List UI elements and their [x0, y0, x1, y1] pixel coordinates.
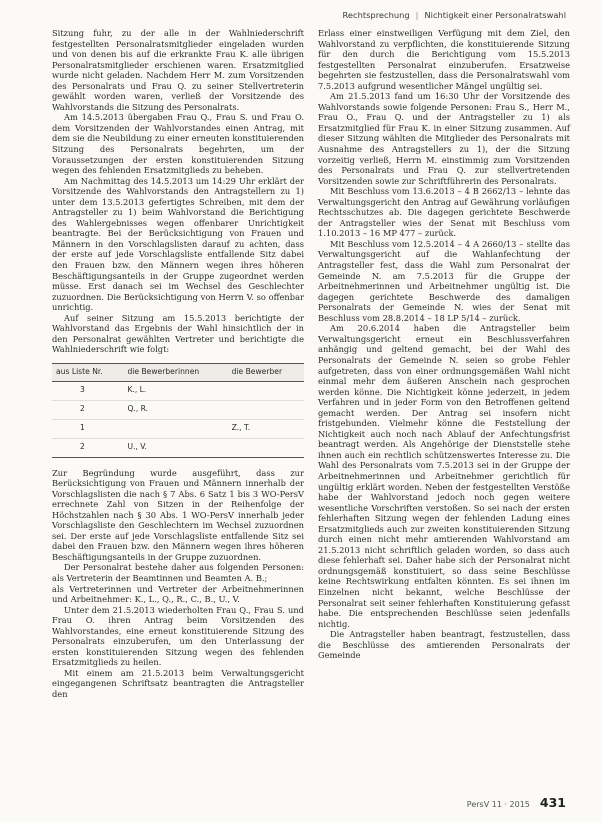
paragraph: als Vertreterinnen und Vertreter der Arbeitnehmerinnen und Arbeitnehmer: K., L., Q., R., C., B., U., V. [52, 583, 304, 605]
table-row [52, 419, 304, 438]
table-cell: U., V. [123, 438, 227, 457]
table-cell [228, 400, 304, 419]
table-cell: 2 [52, 438, 123, 457]
page-footer [467, 795, 566, 810]
table-cell: 1 [52, 419, 123, 438]
table-cell: Q., R. [123, 400, 227, 419]
header-separator: | [415, 10, 419, 20]
table-cell [123, 419, 227, 438]
table-cell [228, 438, 304, 457]
journal-issue: PersV 11 · 2015 [466, 800, 530, 809]
left-column [52, 28, 304, 700]
paragraph: Die Antragsteller haben beantragt, festzustellen, dass die Beschlüsse des amtierenden Personalrats der Gemeinde [318, 629, 570, 661]
table-cell: 3 [52, 381, 123, 400]
paragraph: Mit Beschluss vom 12.5.2014 – 4 A 2660/13 – stellte das Verwaltungsgericht auf die Wahlanfechtung der Antragsteller fest, dass die Wahl zum Personalrat der Gemeinde N. am 7.5.2013 für die Gruppe der Arbeitnehmerinnen und Arbeitnehmer ungültig ist. Die dagegen gerichtete Beschwerde des damaligen Personalrats der Gemeinde N. wies der Senat mit Beschluss vom 28.8.2014 – 18 LP 5/14 – zurück. [318, 238, 570, 323]
paragraph: Unter dem 21.5.2013 wiederholten Frau Q., Frau S. und Frau O. ihren Antrag beim Vorsitzenden des Wahlvorstandes, eine erneut konstituierende Sitzung des Personalrats einzuberufen, um den Unterlassung der ersten konstituierenden Sitzung wegen des fehlenden Ersatzmitglieds zu heilen. [52, 604, 304, 668]
paragraph: Sitzung fuhr, zu der alle in der Wahlniederschrift festgestellten Personalratsmitglieder eingeladen wurden und von denen bis auf die erkrankte Frau K. alle übrigen Personalratsmitglieder erschienen waren. Ersatzmitglied wurde nicht geladen. Nachdem Herr M. zum Vorsitzenden des Personalrats und Frau Q. zu seiner Stellvertreterin gewählt worden waren, verließ der Vorsitzende des Wahlvorstands die Sitzung des Personalrats. [52, 28, 304, 112]
election-result-table [52, 363, 304, 458]
table-header-row [52, 363, 304, 381]
table-cell: Z., T. [228, 419, 304, 438]
table-header-cell: die Bewerber [228, 363, 304, 381]
paragraph: Der Personalrat bestehe daher aus folgenden Personen: als Vertreterin der Beamtinnen und Beamten A. B.; [52, 562, 304, 583]
table-cell: 2 [52, 400, 123, 419]
table-row [52, 438, 304, 457]
table-cell: K., L. [123, 381, 227, 400]
page-number: 431 [539, 795, 566, 810]
table-header-cell: aus Liste Nr. [52, 363, 123, 381]
header-topic: Nichtigkeit einer Personalratswahl [424, 10, 566, 20]
paragraph: Erlass einer einstweiligen Verfügung mit dem Ziel, den Wahlvorstand zu verpflichten, die konstituierende Sitzung für den durch die Berichtigung vom 15.5.2013 festgestellten Personalrat einzuberufen. Ersatzweise begehrten sie festzustellen, dass die Personalratswahl vom 7.5.2013 aufgrund wesentlicher Mängel ungültig sei. [318, 28, 570, 91]
table-row [52, 400, 304, 419]
paragraph: Mit Beschluss vom 13.6.2013 – 4 B 2662/13 – lehnte das Verwaltungsgericht den Antrag auf Gewährung vorläufigen Rechtsschutzes ab. Die dagegen gerichtete Beschwerde der Antragsteller wies der Senat mit Beschluss vom 1.10.2013 – 16 MP 477 – zurück. [318, 186, 570, 239]
table-header-cell: die Bewerberinnen [123, 363, 227, 381]
paragraph: Am 21.5.2013 fand um 16:30 Uhr der Vorsitzende des Wahlvorstands sowie folgende Personen: Frau S., Herr M., Frau O., Frau Q. und der Antragsteller zu 1) als Ersatzmitglied für Frau K. in einer Sitzung zusammen. Auf dieser Sitzung wählten die Mitglieder des Personalrats mit Ausnahme des Antragstellers zu 1), der die Sitzung vorzeitig verließ, Herrn M. einstimmig zum Vorsitzenden des Personalrats und Frau Q. zur stellvertretenden Vorsitzenden sowie zur Schriftführerin des Personalrats. [318, 91, 570, 186]
paragraph: Auf seiner Sitzung am 15.5.2013 berichtigte der Wahlvorstand das Ergebnis der Wahl hinsichtlich der in den Personalrat gewählten Vertreter und berichtigte die Wahlniederschrift wie folgt: [52, 312, 304, 355]
paragraph: Am 14.5.2013 übergaben Frau Q., Frau S. und Frau O. dem Vorsitzenden der Wahlvorstandes einen Antrag, mit dem sie die Neubildung zu einer erneuten konstituierenden Sitzung des Personalrats begehrten, um der Voraussetzungen der ersten konstituierenden Sitzung wegen des fehlenden Ersatzmitglieds zu beheben. [52, 112, 304, 176]
table-cell [228, 381, 304, 400]
right-column [318, 28, 570, 661]
table-row [52, 381, 304, 400]
paragraph: Zur Begründung wurde ausgeführt, dass zur Berücksichtigung von Frauen und Männern innerhalb der Vorschlagslisten die nach § 7 Abs. 6 Satz 1 bis 3 WO-PersV errechnete Zahl von Sitzen in der Reihenfolge der Höchstzahlen nach § 30 Abs. 1 WO-PersV innerhalb jeder Vorschlagsliste den Geschlechtern im Wechsel zuzuordnen sei. Der erste auf jede Vorschlagsliste entfallende Sitz sei dabei den Frauen bzw. den Männern wegen ihres höheren Beschäftigungsanteils in der Gruppe zuzuordnen. [52, 467, 304, 562]
running-header [343, 10, 566, 20]
header-section: Rechtsprechung [342, 10, 410, 20]
paragraph: Am 20.6.2014 haben die Antragsteller beim Verwaltungsgericht erneut ein Beschlussverfahren anhängig und geltend gemacht, bei der Wahl des Personalrats der Gemeinde N. seien so grobe Fehler aufgetreten, dass von einer ordnungsgemäßen Wahl nicht einmal mehr dem äußeren Anschein nach gesprochen werden könne. Die Nichtigkeit könne jederzeit, in jedem Verfahren und in jeder Form von den Betroffenen geltend gemacht werden. Der Antrag sei insofern nicht fristgebunden. Vielmehr könne die Feststellung der Nichtigkeit auch noch nach Ablauf der Anfechtungsfrist beantragt werden. Als Angehörige der Dienststelle stehe ihnen auch ein rechtlich schützenswertes Interesse zu. Die Wahl des Personalrats vom 7.5.2013 sei in der Gruppe der Arbeitnehmerinnen und Arbeitnehmer gerichtlich für ungültig erklärt worden. Neben der festgestellten Verstöße habe der Wahlvorstand jedoch noch gegen weitere wesentliche Vorschriften verstoßen. So sei nach der ersten fehlerhaften Sitzung wegen der fehlenden Ladung eines Ersatzmitglieds auch zur zweiten konstituierenden Sitzung durch einen nicht mehr amtierenden Wahlvorstand am 21.5.2013 nicht schriftlich geladen worden, so dass auch diese fehlerhaft sei. Daher habe sich der Personalrat nicht ordnungsgemäß konstituiert, so dass seine Beschlüsse keine Rechtswirkung entfalten könnten. Es sei ihnen im Einzelnen nicht bekannt, welche Beschlüsse der Personalrat seit seiner fehlerhaften Konstituierung gefasst habe. Die entsprechenden Beschlüsse seien jedenfalls nichtig. [318, 323, 570, 629]
paragraph: Am Nachmittag des 14.5.2013 um 14:29 Uhr erklärt der Vorsitzende des Wahlvorstands den Antragstellern zu 1) unter dem 13.5.2013 gefertigtes Schreiben, mit dem der Antragsteller zu 1) beim Wahlvorstand die Berichtigung des Wahlergebnisses wegen offenbarer Unrichtigkeit beantragte. Bei der Berücksichtigung von Frauen und Männern in den Vorschlagslisten darauf zu achten, dass der erste auf jede Vorschlagsliste entfallende Sitz dabei den Frauen bzw. den Männern wegen ihres höheren Beschäftigungsanteils in der Gruppe zugeordnet werden müsse. Erst danach sei im Wechsel des Geschlechter zuzuordnen. Die Berücksichtigung von Herrn V. so offenbar unrichtig. [52, 175, 304, 313]
paragraph: Mit einem am 21.5.2013 beim Verwaltungsgericht eingegangenen Schriftsatz beantragten die Antragsteller den [52, 667, 304, 699]
